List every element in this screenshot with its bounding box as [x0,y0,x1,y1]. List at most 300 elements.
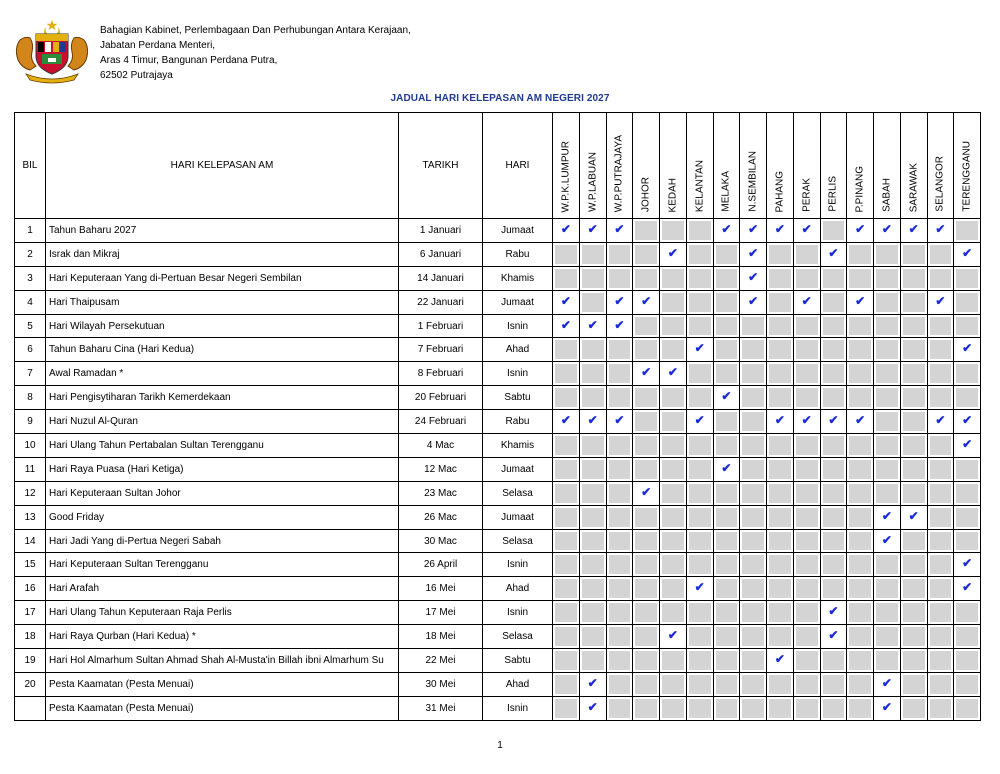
holiday-date: 1 Januari [399,219,483,243]
state-cell [606,338,633,362]
checkmark-icon: ✔ [774,652,785,667]
checkmark-icon: ✔ [587,317,598,332]
state-cell [900,577,927,601]
holiday-name: Hari Keputeraan Sultan Terengganu [46,553,399,577]
checkmark-icon: ✔ [587,675,598,690]
state-cell [900,338,927,362]
state-cell [847,481,874,505]
state-cell [793,362,820,386]
state-label: W.P.LABUAN [587,152,599,212]
state-cell [553,362,580,386]
state-cell [820,290,847,314]
state-cell [793,625,820,649]
holiday-date: 1 Februari [399,314,483,338]
state-cell [793,553,820,577]
state-cell [740,601,767,625]
checkmark-icon: ✔ [908,222,919,236]
state-cell [713,219,740,243]
address-line: Aras 4 Timur, Bangunan Perdana Putra, [100,55,278,66]
state-cell [713,649,740,673]
state-cell [713,625,740,649]
state-cell [713,338,740,362]
state-cell [713,481,740,505]
state-cell [553,314,580,338]
state-cell [820,625,847,649]
holiday-date: 30 Mac [399,529,483,553]
state-cell [633,434,660,458]
checkmark-icon: ✔ [641,365,652,380]
holiday-day: Selasa [483,625,553,649]
holiday-day: Selasa [483,481,553,505]
state-cell [927,219,954,243]
state-cell [579,338,606,362]
state-cell [579,290,606,314]
state-cell [740,625,767,649]
state-cell [740,290,767,314]
row-number: 10 [15,434,46,458]
state-cell [660,219,687,243]
state-cell [954,266,981,290]
checkmark-icon: ✔ [881,222,892,236]
state-cell [660,505,687,529]
state-cell [874,410,901,434]
state-cell [847,290,874,314]
state-label: W.P.K.LUMPUR [560,140,572,212]
state-cell [767,410,794,434]
state-cell [633,601,660,625]
state-cell [606,553,633,577]
row-number: 9 [15,410,46,434]
state-cell [553,696,580,720]
page-number: 1 [497,740,503,751]
column-header-bil: BIL [15,113,46,219]
holiday-date: 4 Mac [399,434,483,458]
state-cell [927,362,954,386]
state-cell [713,505,740,529]
state-cell [660,290,687,314]
state-cell [713,672,740,696]
state-cell [686,290,713,314]
row-number: 18 [15,625,46,649]
state-cell [660,649,687,673]
state-cell [740,266,767,290]
state-cell [606,601,633,625]
state-cell [927,434,954,458]
table-row [15,266,981,290]
checkmark-icon: ✔ [748,269,759,284]
state-cell [686,362,713,386]
state-cell [927,505,954,529]
state-cell [660,266,687,290]
state-cell [767,696,794,720]
checkmark-icon: ✔ [614,293,625,308]
holiday-name: Tahun Baharu 2027 [46,219,399,243]
state-cell [820,386,847,410]
column-header-state-kedah [660,113,687,219]
checkmark-icon: ✔ [560,222,571,236]
table-row [15,529,981,553]
table-row [15,457,981,481]
state-cell [793,219,820,243]
state-cell [954,505,981,529]
state-cell [660,553,687,577]
state-cell [767,601,794,625]
checkmark-icon: ✔ [801,222,812,236]
state-cell [660,362,687,386]
state-label: SABAH [881,178,893,212]
checkmark-icon: ✔ [560,317,571,332]
state-label: JOHOR [640,177,652,212]
checkmark-icon: ✔ [962,556,973,571]
holiday-day: Isnin [483,362,553,386]
checkmark-icon: ✔ [614,413,625,428]
state-cell [954,242,981,266]
checkmark-icon: ✔ [721,460,732,475]
state-cell [633,410,660,434]
state-cell [767,362,794,386]
checkmark-icon: ✔ [587,699,598,714]
state-cell [954,696,981,720]
holiday-name: Tahun Baharu Cina (Hari Kedua) [46,338,399,362]
checkmark-icon: ✔ [962,341,973,356]
state-cell [740,434,767,458]
state-cell [847,266,874,290]
state-cell [847,457,874,481]
state-cell [633,481,660,505]
checkmark-icon: ✔ [828,604,839,619]
state-cell [660,481,687,505]
state-cell [713,314,740,338]
holiday-date: 17 Mei [399,601,483,625]
state-cell [820,434,847,458]
state-label: KEDAH [667,177,679,212]
state-cell [927,242,954,266]
row-number: 13 [15,505,46,529]
checkmark-icon: ✔ [855,413,866,428]
state-cell [820,266,847,290]
state-cell [660,672,687,696]
state-cell [606,290,633,314]
state-cell [579,386,606,410]
state-cell [606,625,633,649]
checkmark-icon: ✔ [881,699,892,714]
table-row [15,481,981,505]
holiday-day: Ahad [483,338,553,362]
row-number: 12 [15,481,46,505]
table-row [15,410,981,434]
state-cell [660,338,687,362]
checkmark-icon: ✔ [641,484,652,499]
column-header-state-sabah [874,113,901,219]
row-number: 8 [15,386,46,410]
table-row [15,672,981,696]
row-number: 15 [15,553,46,577]
checkmark-icon: ✔ [614,222,625,236]
state-cell [900,219,927,243]
state-cell [553,505,580,529]
table-row [15,553,981,577]
row-number: 5 [15,314,46,338]
state-cell [874,625,901,649]
state-cell [767,290,794,314]
state-cell [900,410,927,434]
state-cell [633,553,660,577]
column-header-state-selangor [927,113,954,219]
column-header-day: HARI [483,113,553,219]
column-header-state-terengganu [954,113,981,219]
state-cell [874,266,901,290]
state-cell [954,553,981,577]
checkmark-icon: ✔ [641,293,652,308]
state-cell [740,386,767,410]
state-cell [847,338,874,362]
state-cell [954,529,981,553]
state-cell [820,242,847,266]
state-cell [553,410,580,434]
state-cell [874,696,901,720]
holiday-day: Rabu [483,410,553,434]
state-cell [553,481,580,505]
state-cell [633,314,660,338]
state-cell [874,219,901,243]
state-cell [686,219,713,243]
state-cell [820,362,847,386]
state-label: PERAK [801,178,813,212]
state-cell [793,649,820,673]
state-cell [793,696,820,720]
state-cell [686,434,713,458]
state-cell [740,505,767,529]
checkmark-icon: ✔ [935,293,946,308]
checkmark-icon: ✔ [721,389,732,404]
holiday-name: Hari Arafah [46,577,399,601]
state-cell [954,577,981,601]
state-cell [767,481,794,505]
table-row [15,649,981,673]
table-row [15,386,981,410]
state-cell [900,386,927,410]
state-cell [954,362,981,386]
state-cell [686,577,713,601]
state-cell [686,529,713,553]
state-cell [579,314,606,338]
state-cell [820,553,847,577]
holiday-date: 24 Februari [399,410,483,434]
row-number: 3 [15,266,46,290]
state-label: SARAWAK [908,162,920,212]
holiday-date: 7 Februari [399,338,483,362]
holiday-day: Khamis [483,434,553,458]
state-cell [900,672,927,696]
state-cell [874,505,901,529]
state-cell [927,290,954,314]
row-number: 14 [15,529,46,553]
checkmark-icon: ✔ [560,293,571,308]
state-cell [579,457,606,481]
state-label: TERENGGANU [961,141,973,212]
state-cell [793,505,820,529]
state-cell [553,672,580,696]
checkmark-icon: ✔ [587,413,598,428]
state-cell [660,696,687,720]
state-cell [660,434,687,458]
checkmark-icon: ✔ [667,365,678,380]
state-cell [820,601,847,625]
state-label: W.P.PUTRAJAYA [613,134,625,212]
state-cell [579,577,606,601]
state-cell [847,219,874,243]
state-cell [767,553,794,577]
state-cell [606,457,633,481]
state-cell [874,242,901,266]
state-cell [954,601,981,625]
table-row [15,434,981,458]
state-cell [579,672,606,696]
holiday-day: Isnin [483,601,553,625]
holiday-name: Hari Raya Qurban (Hari Kedua) * [46,625,399,649]
state-cell [740,553,767,577]
checkmark-icon: ✔ [855,293,866,308]
state-cell [900,529,927,553]
state-cell [686,457,713,481]
state-cell [820,529,847,553]
holiday-name: Hari Nuzul Al-Quran [46,410,399,434]
state-cell [847,434,874,458]
state-cell [579,266,606,290]
holiday-name: Hari Wilayah Persekutuan [46,314,399,338]
state-cell [660,457,687,481]
holiday-name: Hari Keputeraan Yang di-Pertuan Besar Negeri Sembilan [46,266,399,290]
state-cell [954,314,981,338]
state-cell [579,649,606,673]
state-cell [927,553,954,577]
holiday-name: Israk dan Mikraj [46,242,399,266]
state-cell [606,386,633,410]
state-cell [847,625,874,649]
state-cell [553,242,580,266]
state-cell [579,529,606,553]
state-cell [847,601,874,625]
state-cell [553,338,580,362]
column-header-state-sarawak [900,113,927,219]
checkmark-icon: ✔ [748,245,759,260]
state-cell [579,696,606,720]
state-cell [553,386,580,410]
state-cell [767,577,794,601]
state-cell [874,529,901,553]
checkmark-icon: ✔ [962,245,973,260]
state-cell [633,290,660,314]
state-cell [874,314,901,338]
state-cell [686,553,713,577]
holiday-date: 30 Mei [399,672,483,696]
holiday-day: Khamis [483,266,553,290]
state-cell [606,481,633,505]
state-cell [927,481,954,505]
state-cell [847,696,874,720]
state-cell [820,481,847,505]
state-cell [847,553,874,577]
state-cell [579,362,606,386]
holiday-date: 31 Mei [399,696,483,720]
state-cell [553,457,580,481]
checkmark-icon: ✔ [774,222,785,236]
column-header-holiday: HARI KELEPASAN AM [46,113,399,219]
checkmark-icon: ✔ [801,293,812,308]
state-cell [660,625,687,649]
checkmark-icon: ✔ [881,675,892,690]
state-cell [740,696,767,720]
state-cell [767,242,794,266]
state-cell [954,386,981,410]
state-cell [713,362,740,386]
holiday-day: Isnin [483,696,553,720]
state-cell [660,577,687,601]
state-cell [713,529,740,553]
row-number: 4 [15,290,46,314]
state-cell [900,625,927,649]
state-cell [686,314,713,338]
state-cell [900,290,927,314]
holiday-date: 8 Februari [399,362,483,386]
row-number: 7 [15,362,46,386]
holiday-date: 26 April [399,553,483,577]
state-cell [713,386,740,410]
state-cell [686,601,713,625]
holiday-date: 22 Mei [399,649,483,673]
row-number: 17 [15,601,46,625]
state-cell [740,529,767,553]
state-cell [579,625,606,649]
state-cell [713,553,740,577]
holiday-name: Hari Ulang Tahun Keputeraan Raja Perlis [46,601,399,625]
state-cell [579,219,606,243]
state-cell [793,601,820,625]
holiday-date: 14 Januari [399,266,483,290]
checkmark-icon: ✔ [667,245,678,260]
checkmark-icon: ✔ [774,413,785,428]
state-cell [900,266,927,290]
state-cell [740,314,767,338]
state-cell [793,266,820,290]
state-cell [793,242,820,266]
column-header-state-wplabuan [579,113,606,219]
holiday-date: 12 Mac [399,457,483,481]
holiday-date: 18 Mei [399,625,483,649]
checkmark-icon: ✔ [694,580,705,595]
state-cell [900,649,927,673]
holiday-name: Pesta Kaamatan (Pesta Menuai) [46,696,399,720]
holiday-day: Jumaat [483,290,553,314]
state-cell [900,505,927,529]
checkmark-icon: ✔ [962,413,973,428]
state-cell [927,672,954,696]
checkmark-icon: ✔ [935,222,946,236]
state-cell [660,410,687,434]
table-row [15,362,981,386]
column-header-state-pahang [767,113,794,219]
state-cell [793,457,820,481]
row-number: 6 [15,338,46,362]
state-cell [767,314,794,338]
state-cell [606,219,633,243]
state-cell [713,290,740,314]
state-cell [633,386,660,410]
checkmark-icon: ✔ [828,413,839,428]
checkmark-icon: ✔ [694,413,705,428]
state-cell [954,290,981,314]
table-row [15,696,981,720]
